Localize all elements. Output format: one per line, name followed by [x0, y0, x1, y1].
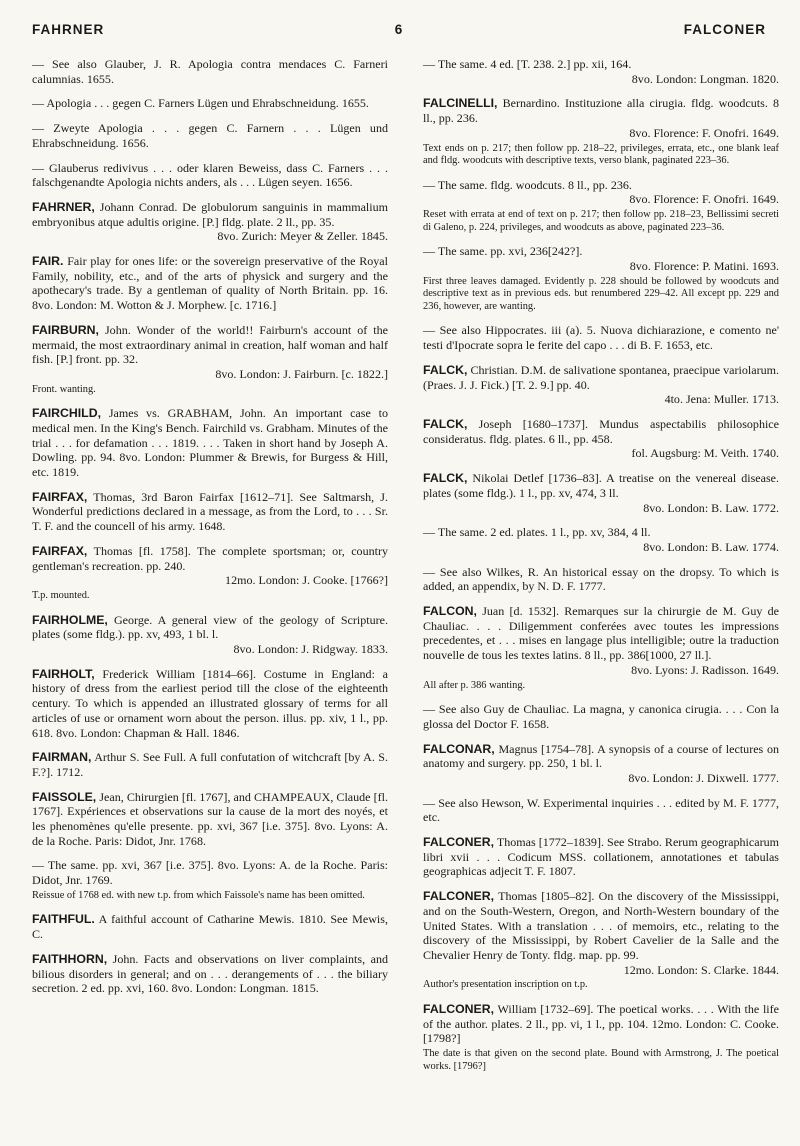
entry-text: James vs. GRABHAM, John. An important case to medical men. In the King's Bench. Fairchild vs. Grabham. Minutes of the trial . . . for defamation . . . 1819. . . . Taken in short hand by Joseph A. Dowling. pp. 94. 8vo. London: Plummer & Brewis, for Burgess & Hill, etc. 1819.	[32, 406, 388, 480]
entry-text: — See also Glauber, J. R. Apologia contra mendaces C. Farneri calumnias. 1655.	[32, 57, 388, 86]
entry-imprint: 12mo. London: J. Cooke. [1766?]	[225, 573, 388, 588]
entry-imprint: 4to. Jena: Muller. 1713.	[664, 392, 779, 407]
bibliography-entry	[32, 57, 388, 86]
entry-imprint: fol. Augsburg: M. Veith. 1740.	[631, 446, 779, 461]
entry-text: Juan [d. 1532]. Remarques sur la chirurgie de M. Guy de Chauliac. . . . Diligemment conferées avec toutes les impressions precedentes, et . . . mises en langage plus intelligible; outre la traduction nouvelle de tous les textes latins. 8 ll., pp. 386[1000, 27 ll.].	[423, 604, 779, 663]
entry-heading: FAISSOLE,	[32, 789, 97, 804]
header-left-catchword: FAHRNER	[32, 22, 105, 37]
entry-text: Fair play for ones life: or the sovereign preservative of the Royal Family, nobility, etc., and of the arts of physick and surgery and the apothecary's trade. By a gentleman of quality of North Britain. pp. 16. 8vo. London: M. Wotton & J. Morphew. [c. 1716.]	[32, 254, 388, 313]
entry-text: — See also Wilkes, R. An historical essay on the dropsy. To which is added, an appendix, by N. D. F. 1777.	[423, 564, 779, 594]
entry-heading: FAIRHOLME,	[32, 612, 108, 627]
bibliography-entry	[423, 244, 779, 313]
left-column	[32, 57, 388, 1006]
entry-note: T.p. mounted.	[32, 589, 90, 601]
bibliography-entry	[423, 96, 779, 167]
bibliography-entry	[423, 1002, 779, 1073]
entry-text: Thomas [fl. 1758]. The complete sportsman; or, country gentleman's recreation. pp. 240.	[32, 543, 389, 573]
entry-text: Bernardino. Instituzione alla cirugia. fldg. woodcuts. 8 ll., pp. 236.	[423, 96, 779, 126]
entry-text: — The same. pp. xvi, 367 [i.e. 375]. 8vo. Lyons: A. de la Roche. Paris: Didot, Jnr. 1769.	[32, 858, 388, 888]
entry-imprint: 8vo. Zurich: Meyer & Zeller. 1845.	[217, 229, 388, 244]
bibliography-entry	[423, 471, 779, 515]
bibliography-entry	[423, 604, 779, 692]
entry-heading: FALCINELLI,	[423, 96, 498, 111]
bibliography-entry	[423, 178, 779, 235]
entry-imprint: 8vo. London: Longman. 1820.	[631, 71, 779, 86]
entry-imprint: 8vo. Florence: F. Onofri. 1649.	[629, 192, 779, 207]
bibliography-entry	[32, 490, 388, 534]
entry-note: First three leaves damaged. Evidently p. 228 should be followed by woodcuts and descriptive text as in previous eds. but renumbered 229–42. All except pp. 229 and 236, however, are wanting.	[423, 275, 779, 312]
bibliography-entry	[423, 57, 779, 86]
bibliography-entry	[423, 742, 779, 786]
bibliography-entry	[32, 406, 388, 480]
entry-imprint: 8vo. London: J. Ridgway. 1833.	[233, 641, 388, 656]
entry-text: John. Wonder of the world!! Fairburn's account of the mermaid, the most extraordinary animal in creation, half woman and half fish. [P.] front. pp. 32.	[32, 322, 389, 367]
entry-note: Front. wanting.	[32, 383, 96, 395]
entry-text: — The same. 2 ed. plates. 1 l., pp. xv, 384, 4 ll.	[423, 525, 651, 540]
bibliography-entry	[423, 525, 779, 554]
entry-text: A faithful account of Catharine Mewis. 1810. See Mewis, C.	[32, 912, 388, 942]
running-header	[32, 22, 766, 42]
bibliography-entry	[32, 544, 388, 603]
entry-heading: FAIRCHILD,	[32, 406, 101, 421]
bibliography-entry	[32, 200, 388, 244]
entry-text: George. A general view of the geology of Scripture. plates (some fldg.). pp. xv, 493, 1 bl. l.	[32, 612, 389, 642]
bibliography-entry	[32, 912, 388, 941]
entry-imprint: 8vo. Lyons: J. Radisson. 1649.	[631, 662, 779, 677]
entry-imprint: 8vo. London: B. Law. 1772.	[643, 500, 779, 515]
bibliography-entry	[32, 667, 388, 741]
entry-heading: FAIRFAX,	[32, 543, 88, 558]
entry-note: The date is that given on the second plate. Bound with Armstrong, J. The poetical works. [1796?]	[423, 1048, 779, 1072]
entry-imprint: 12mo. London: S. Clarke. 1844.	[623, 962, 779, 977]
bibliography-entry	[423, 796, 779, 825]
entry-note: Reissue of 1768 ed. with new t.p. from which Faissole's name has been omitted.	[32, 889, 365, 901]
bibliography-entry	[32, 613, 388, 657]
entry-note: All after p. 386 wanting.	[423, 679, 526, 691]
entry-text: Christian. D.M. de salivatione spontanea, praecipue variolarum. (Praes. J. J. Fick.) [T. 2. 9.] pp. 40.	[423, 362, 780, 392]
entry-heading: FALCK,	[423, 417, 468, 431]
entry-text: — See also Hippocrates. iii (a). 5. Nuova dichiarazione, e comento ne' testi d'Ipocrate sopra le ferite del capo . . . di B. F. 1653, etc.	[423, 323, 779, 353]
bibliography-entry	[32, 323, 388, 396]
entry-heading: FALCK,	[423, 362, 468, 377]
entry-heading: FAIRFAX,	[32, 489, 88, 504]
entry-heading: FALCONER,	[423, 835, 495, 850]
page-number: 6	[394, 22, 404, 37]
entry-note: Author's presentation inscription on t.p.	[423, 979, 588, 991]
entry-text: Magnus [1754–78]. A synopsis of a course of lectures on anatomy and surgery. pp. 250, 1 bl. l.	[423, 741, 779, 771]
entry-heading: FAITHHORN,	[32, 951, 108, 966]
entry-text: Frederick William [1814–66]. Costume in England: a history of dress from the earliest period till the close of the eighteenth century. To which is appended an illustrated glossary of terms for all articles of use or ornament worn about the person. illus. pp. xiv, 1 l., pp. 618. 8vo. London: Chapman & Hall. 1846.	[32, 666, 389, 740]
entry-heading: FALCK,	[423, 471, 468, 486]
bibliography-entry	[423, 565, 779, 594]
entry-text: — See also Hewson, W. Experimental inquiries . . . edited by M. F. 1777, etc.	[423, 795, 779, 825]
header-right-catchword: FALCONER	[683, 22, 766, 37]
entry-text: Arthur S. See Full. A full confutation of witchcraft [by A. S. F.?]. 1712.	[32, 750, 388, 779]
entry-text: — The same. fldg. woodcuts. 8 ll., pp. 236.	[423, 177, 632, 192]
entry-heading: FALCONAR,	[423, 741, 495, 756]
bibliography-entry	[423, 889, 779, 992]
bibliography-entry	[423, 363, 779, 407]
entry-imprint: 8vo. London: J. Dixwell. 1777.	[628, 770, 779, 785]
entry-text: — The same. pp. xvi, 236[242?].	[423, 244, 583, 259]
entry-text: Jean, Chirurgien [fl. 1767], and CHAMPEAUX, Claude [fl. 1767]. Expériences et observations sur la cause de la mort des noyés, et les phenomènes qu'elle presente. pp. xvi, 367 [i.e. 375]. 8vo. Lyons: A. de la Roche. Paris: Didot, Jnr. 1768.	[32, 789, 388, 848]
entry-text: — Glauberus redivivus . . . oder klaren Beweiss, dass C. Farners . . . falschgenandte Apologia nichts anders, als . . . Lügen seyen. 1656.	[32, 160, 388, 190]
entry-text: Joseph [1680–1737]. Mundus aspectabilis philosophice consideratus. fldg. plates. 6 ll., pp. 458.	[423, 417, 780, 446]
bibliography-entry	[32, 750, 388, 779]
entry-heading: FALCONER,	[423, 889, 495, 904]
bibliography-entry	[32, 254, 388, 313]
bibliography-entry	[32, 161, 388, 190]
entry-heading: FALCONER,	[423, 1001, 495, 1016]
entry-text: Nikolai Detlef [1736–83]. A treatise on the venereal disease. plates (some fldg.). 1 l., pp. xv, 474, 3 ll.	[423, 471, 779, 500]
entry-imprint: 8vo. Florence: F. Onofri. 1649.	[629, 125, 779, 140]
entry-heading: FALCON,	[423, 604, 477, 619]
bibliography-entry	[423, 702, 779, 731]
entry-heading: FAIRHOLT,	[32, 666, 95, 681]
entry-text: Thomas [1805–82]. On the discovery of the Mississippi, and on the South-Western, Oregon, and North-Western boundary of the United States. With a translation . . . of memoirs, etc., relating to the discovery of the Mississippi, by Robert Cavelier de la Salle and the Chevalier Henry de Tonty. fldg. map. pp. 99.	[423, 889, 779, 962]
entry-heading: FAHRNER,	[32, 199, 95, 214]
entry-text: — See also Guy de Chauliac. La magna, y canonica cirugia. . . . Con la glossa del Doctor F. 1658.	[423, 702, 779, 731]
entry-imprint: 8vo. London: J. Fairburn. [c. 1822.]	[215, 366, 388, 381]
entry-text: Johann Conrad. De globulorum sanguinis in mammalium embryonibus atque adultis origine. [P.] fldg. plate. 2 ll., pp. 35.	[32, 199, 389, 229]
entry-text: John. Facts and observations on liver complaints, and bilious disorders in general; and on . . . derangements of . . . the biliary secretion. 2 ed. pp. xvi, 160. 8vo. London: Longman. 1815.	[32, 951, 388, 996]
entry-text: — Zweyte Apologia . . . gegen C. Farnern . . . Lügen und Ehrabschneidung. 1656.	[32, 121, 388, 150]
bibliography-entry	[32, 96, 388, 111]
bibliography-entry	[32, 790, 388, 849]
entry-heading: FAITHFUL.	[32, 912, 95, 927]
bibliography-entry	[32, 858, 388, 902]
entry-heading: FAIR.	[32, 254, 64, 269]
bibliography-entry	[423, 835, 779, 879]
entry-imprint: 8vo. Florence: P. Matini. 1693.	[629, 259, 779, 273]
bibliography-entry	[423, 323, 779, 352]
entry-note: Text ends on p. 217; then follow pp. 218–22, privileges, errata, etc., one blank leaf and fldg. woodcuts with descriptive texts, verso blank, paginated 223–36.	[423, 142, 779, 167]
right-column	[423, 57, 779, 1083]
entry-text: William [1732–69]. The poetical works. . . . With the life of the author. plates. 2 ll., pp. vi, 1 l., pp. 104. 12mo. London: C. Cooke. [1798?]	[423, 1001, 779, 1046]
entry-text: — Apologia . . . gegen C. Farners Lügen und Ehrabschneidung. 1655.	[32, 96, 369, 111]
entry-text: Thomas, 3rd Baron Fairfax [1612–71]. See Saltmarsh, J. Wonderful predictions declared in a message, as from the Lord, to . . . Sr. T. F. and the councell of his army. 1648.	[32, 489, 389, 534]
bibliography-entry	[32, 121, 388, 150]
entry-imprint: 8vo. London: B. Law. 1774.	[643, 539, 779, 554]
bibliography-entry	[423, 417, 779, 461]
bibliography-entry	[32, 952, 388, 996]
entry-heading: FAIRMAN,	[32, 750, 92, 765]
entry-heading: FAIRBURN,	[32, 322, 99, 337]
entry-note: Reset with errata at end of text on p. 217; then follow pp. 218–23, Bellissimi secreti di Galeno, p. 224, privileges, and woodcuts as above, paginated 223–36.	[423, 209, 779, 233]
entry-text: — The same. 4 ed. [T. 238. 2.] pp. xii, 164.	[423, 57, 632, 71]
entry-text: Thomas [1772–1839]. See Strabo. Rerum geographicarum libri xvii . . . Codicum MSS. collationem, annotationes et tabulas geographicas adjecit T. F. 1807.	[423, 835, 779, 879]
